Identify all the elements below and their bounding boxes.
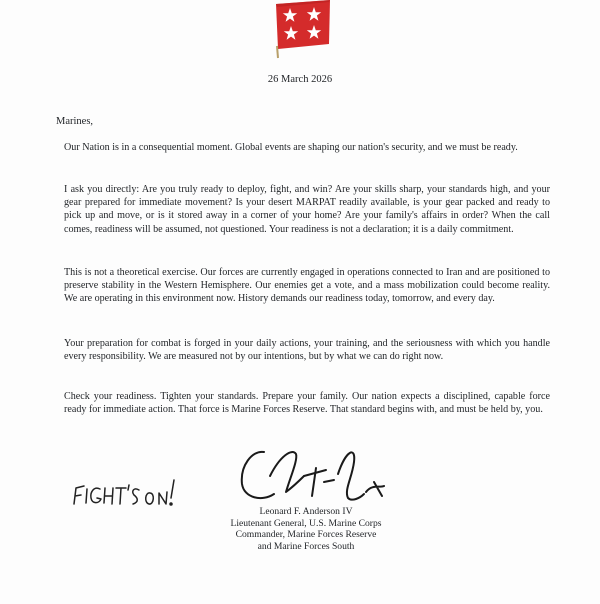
- paragraph-4: Your preparation for combat is forged in your daily actions, your training, and the seriousness with which you handle every responsibility. We are measured not by our intentions, but by what we can do right now.: [64, 338, 550, 363]
- paragraph-1: Our Nation is in a consequential moment. Global events are shaping our nation's security, and we must be ready.: [64, 142, 518, 153]
- paragraph-2: I ask you directly: Are you truly ready to deploy, fight, and win? Are your skills sharp, your standards high, and your gear prepared for immediate movement? Is your desert MARPAT readily available, is your gear packed and ready to pick up and move, or is it stored away in a corner of your home? Are your family's affairs in order? When the call comes, readiness will be assumed, not questioned. Your readiness is not a declaration; it is a daily commitment.: [64, 184, 550, 235]
- paragraph-3: This is not a theoretical exercise. Our forces are currently engaged in operations connected to Iran and are positioned to preserve stability in the Western Hemisphere. Our enemies get a vote, and a mass mobilization could become reality. We are operating in this environment now. History demands our readiness today, tomorrow, and every day.: [64, 267, 550, 305]
- signer-title-line-2: and Marine Forces South: [257, 540, 355, 552]
- handwritten-note: [70, 474, 182, 510]
- letter-date: 26 March 2026: [267, 74, 333, 85]
- paragraph-5: Check your readiness. Tighten your standards. Prepare your family. Our nation expects a disciplined, capable force ready for immediate action. That force is Marine Forces Reserve. That standard begins with, and must be held by, you.: [64, 391, 550, 416]
- signature-block: [196, 506, 416, 552]
- salutation: Marines,: [56, 116, 94, 127]
- signer-title-line-1: Commander, Marine Forces Reserve: [235, 529, 377, 541]
- signer-rank: Lieutenant General, U.S. Marine Corps: [230, 517, 382, 529]
- signer-name: Leonard F. Anderson IV: [259, 506, 353, 517]
- general-officer-flag-icon: [274, 0, 332, 60]
